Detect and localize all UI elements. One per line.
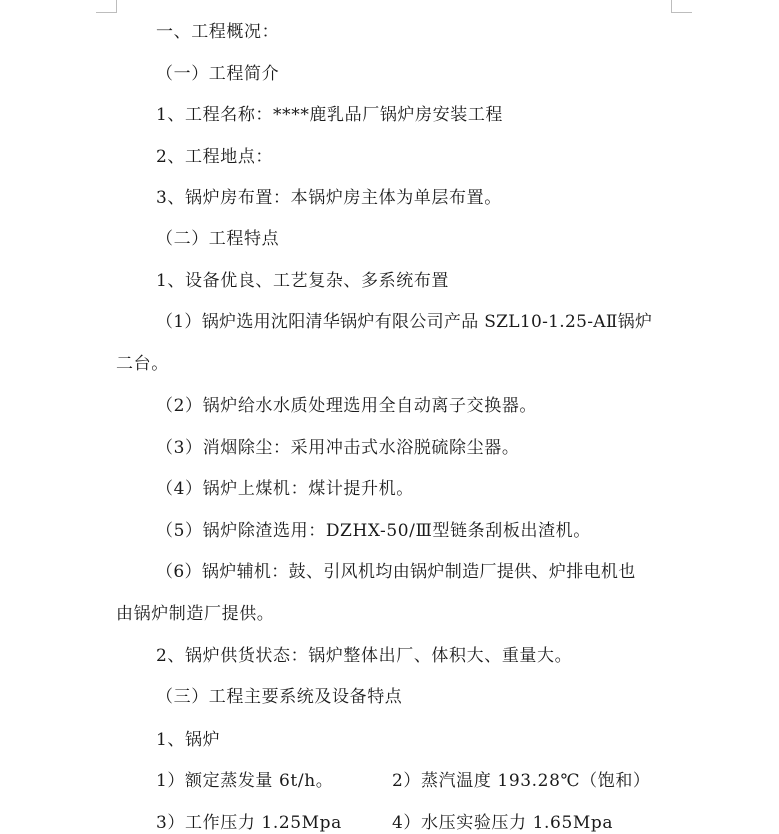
subsection-heading: （三）工程主要系统及设备特点 [156,687,403,707]
paragraph-line: 1、设备优良、工艺复杂、多系统布置 [156,271,450,291]
paragraph-line: 3、锅炉房布置：本锅炉房主体为单层布置。 [156,188,502,208]
paragraph-line-continued: 由锅炉制造厂提供。 [116,604,275,624]
paragraph-line: （3）消烟除尘：采用冲击式水浴脱硫除尘器。 [156,438,520,458]
paragraph-line: （2）锅炉给水水质处理选用全自动离子交换器。 [156,396,538,416]
paragraph-line: （5）锅炉除渣选用：DZHX-50/Ⅲ型链条刮板出渣机。 [156,521,591,541]
subsection-heading: （一）工程简介 [156,64,280,84]
paragraph-line: 1、锅炉 [156,730,221,750]
crop-mark-top-right [671,0,692,13]
crop-mark-top-left [96,0,117,13]
parameter-evaporation: 1）额定蒸发量 6t/h。 [156,771,334,791]
paragraph-line: （1）锅炉选用沈阳清华锅炉有限公司产品 SZL10-1.25-AⅡ锅炉 [156,312,653,332]
paragraph-line: 1、工程名称：****鹿乳品厂锅炉房安装工程 [156,105,504,125]
paragraph-line-continued: 二台。 [116,354,169,374]
paragraph-line: 2、锅炉供货状态：锅炉整体出厂、体积大、重量大。 [156,646,573,666]
paragraph-line: （6）锅炉辅机：鼓、引风机均由锅炉制造厂提供、炉排电机也 [156,562,636,582]
parameter-working-pressure: 3）工作压力 1.25Mpa [156,813,342,833]
section-heading: 一、工程概况： [156,22,280,42]
parameter-steam-temperature: 2）蒸汽温度 193.28℃（饱和） [392,771,651,791]
paragraph-line: （4）锅炉上煤机：煤计提升机。 [156,479,414,499]
paragraph-line: 2、工程地点： [156,147,274,167]
parameter-test-pressure: 4）水压实验压力 1.65Mpa [392,813,614,833]
subsection-heading: （二）工程特点 [156,229,280,249]
